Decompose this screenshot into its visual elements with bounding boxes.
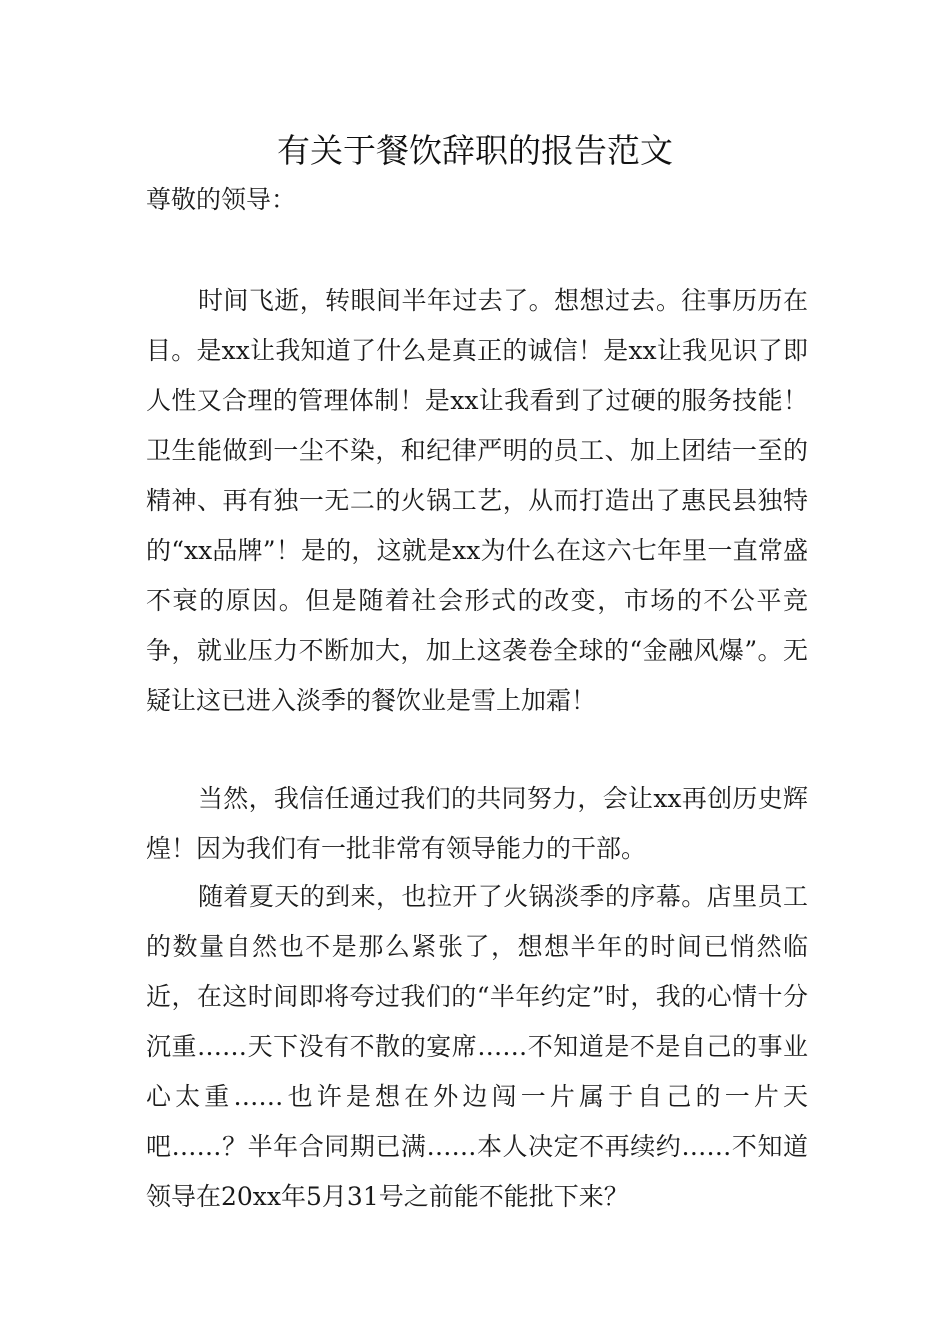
document-title: 有关于餐饮辞职的报告范文 [277,131,673,170]
paragraph-1: 时间飞逝，转眼间半年过去了。想想过去。往事历历在目。是xx让我知道了什么是真正的诚信！是xx让我见识了即人性又合理的管理体制！是xx让我看到了过硬的服务技能！卫生能做到一尘不染，和纪律严明的员工、加上团结一至的精神、再有独一无二的火锅工艺，从而打造出了惠民县独特的“xx品牌”！是的，这就是xx为什么在这六七年里一直常盛不衰的原因。但是随着社会形式的改变，市场的不公平竞争，就业压力不断加大，加上这袭卷全球的“金融风爆”。无疑让这已进入淡季的餐饮业是雪上加霜！ [146,286,808,715]
paragraph-2: 当然，我信任通过我们的共同努力，会让xx再创历史辉煌！因为我们有一批非常有领导能力的干部。 [146,784,808,863]
salutation: 尊敬的领导： [146,185,297,214]
paragraph-3: 随着夏天的到来，也拉开了火锅淡季的序幕。店里员工的数量自然也不是那么紧张了，想想半年的时间已悄然临近，在这时间即将夸过我们的“半年约定”时，我的心情十分沉重……天下没有不散的宴席……不知道是不是自己的事业心太重……也许是想在外边闯一片属于自己的一片天吧……？半年合同期已满……本人决定不再续约……不知道领导在20xx年5月31号之前能不能批下来？ [146,882,808,1211]
